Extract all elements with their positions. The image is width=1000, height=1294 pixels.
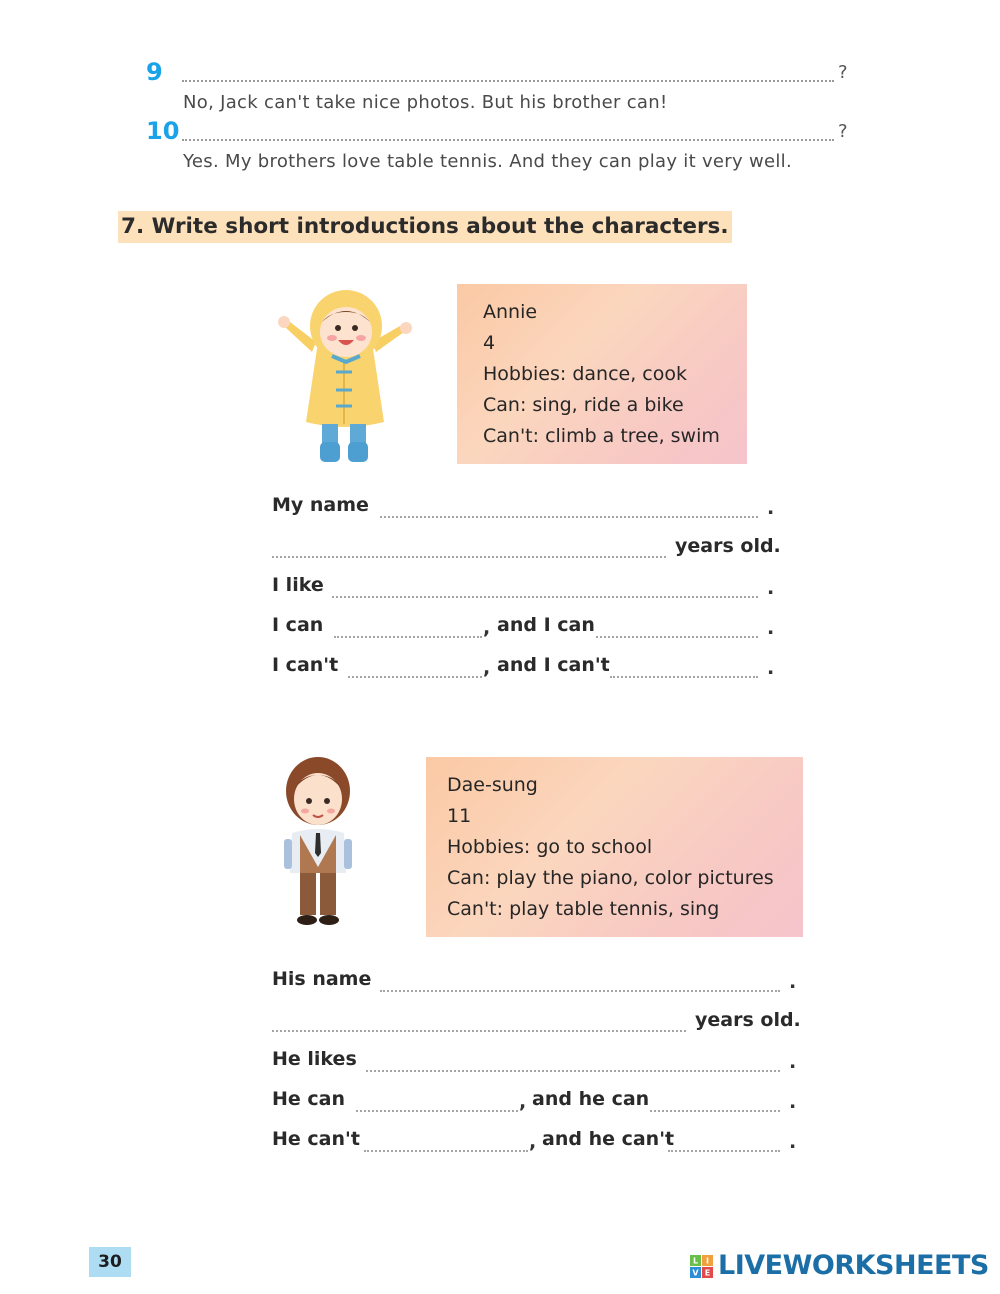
label-his-name: His name — [272, 968, 372, 990]
card-line-name: Annie — [483, 301, 538, 323]
label-years-old: years old. — [675, 535, 781, 557]
blank-can-a-2[interactable] — [356, 1110, 518, 1112]
period: . — [767, 497, 775, 519]
label-he-cant: He can't — [272, 1128, 360, 1150]
blank-age-2[interactable] — [272, 1030, 686, 1032]
blank-age-1[interactable] — [272, 556, 666, 558]
answer-text-10: Yes. My brothers love table tennis. And they can play it very well. — [183, 151, 793, 172]
blank-can-b-2[interactable] — [650, 1110, 780, 1112]
blank-name-1[interactable] — [380, 516, 758, 518]
daesung-info-card — [426, 757, 803, 937]
card-line-age: 11 — [447, 805, 472, 827]
page-number: 30 — [89, 1247, 131, 1277]
period: . — [789, 1091, 797, 1113]
blank-likes-2[interactable] — [366, 1070, 780, 1072]
question-mark-10: ? — [838, 121, 848, 142]
label-i-cant: I can't — [272, 654, 339, 676]
period: . — [767, 657, 775, 679]
card-line-cant: Can't: play table tennis, sing — [447, 898, 720, 920]
label-and-i-cant: and I can't — [497, 654, 610, 676]
blank-cant-b-1[interactable] — [610, 676, 758, 678]
period: . — [767, 577, 775, 599]
blank-can-a-1[interactable] — [334, 636, 482, 638]
card-line-hobbies: Hobbies: dance, cook — [483, 363, 687, 385]
label-i-can: I can — [272, 614, 324, 636]
blank-cant-b-2[interactable] — [668, 1150, 780, 1152]
label-and-i-can: and I can — [497, 614, 595, 636]
logo-letter-e: E — [704, 1268, 711, 1278]
label-he-likes: He likes — [272, 1048, 357, 1070]
period: . — [767, 617, 775, 639]
question-mark-9: ? — [838, 62, 848, 83]
question-number-10: 10 — [146, 117, 180, 145]
period: . — [789, 1131, 797, 1153]
logo-letter-i: I — [706, 1256, 709, 1266]
brand-name: LIVEWORKSHEETS — [718, 1250, 989, 1281]
label-years-old: years old. — [695, 1009, 801, 1031]
blank-name-2[interactable] — [380, 990, 780, 992]
label-and-he-cant: and he can't — [542, 1128, 675, 1150]
label-my-name: My name — [272, 494, 369, 516]
logo-letter-l: L — [692, 1256, 699, 1266]
blank-can-b-1[interactable] — [596, 636, 758, 638]
card-line-can: Can: sing, ride a bike — [483, 394, 684, 416]
card-line-name: Dae-sung — [447, 774, 538, 796]
card-line-cant: Can't: climb a tree, swim — [483, 425, 720, 447]
blank-cant-a-1[interactable] — [348, 676, 482, 678]
label-and-he-can: and he can — [532, 1088, 650, 1110]
blank-cant-a-2[interactable] — [364, 1150, 528, 1152]
period: . — [789, 1051, 797, 1073]
comma: , — [529, 1131, 537, 1153]
period: . — [789, 971, 797, 993]
section-heading: 7. Write short introductions about the characters. — [118, 211, 732, 243]
label-he-can: He can — [272, 1088, 346, 1110]
comma: , — [483, 617, 491, 639]
comma: , — [519, 1091, 527, 1113]
card-line-can: Can: play the piano, color pictures — [447, 867, 774, 889]
answer-blank-10[interactable] — [182, 139, 834, 141]
answer-blank-9[interactable] — [182, 80, 834, 82]
annie-info-card — [457, 284, 747, 464]
label-i-like: I like — [272, 574, 324, 596]
liveworksheets-logo-icon — [690, 1255, 714, 1279]
blank-like-1[interactable] — [332, 596, 758, 598]
card-line-hobbies: Hobbies: go to school — [447, 836, 653, 858]
card-line-age: 4 — [483, 332, 496, 354]
answer-text-9: No, Jack can't take nice photos. But his brother can! — [183, 92, 668, 113]
boy-student-illustration — [278, 755, 358, 929]
girl-raincoat-illustration — [272, 282, 422, 468]
question-number-9: 9 — [146, 58, 163, 86]
comma: , — [483, 657, 491, 679]
logo-letter-v: V — [692, 1268, 699, 1278]
